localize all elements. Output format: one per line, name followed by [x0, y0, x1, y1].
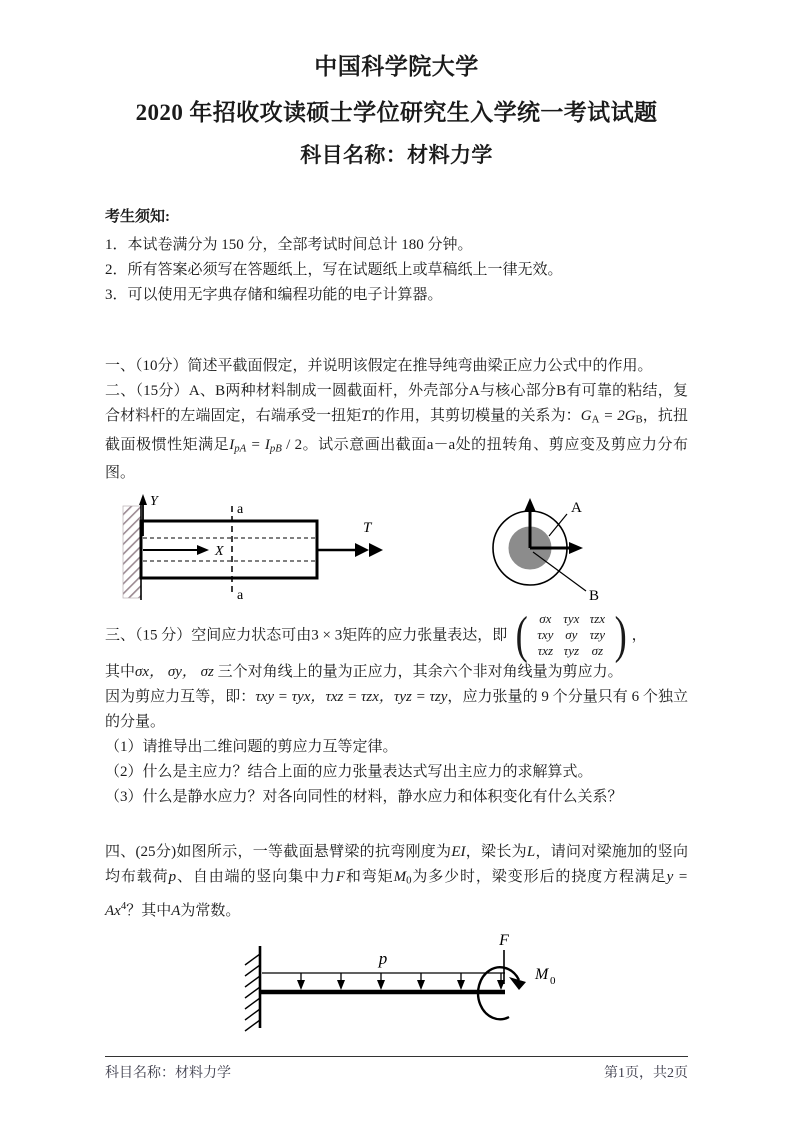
equation-deflection-exponent: 4 [120, 900, 127, 913]
symbol-torque: T [361, 408, 370, 424]
symbol-load-p: p [168, 869, 177, 886]
eq-i-subscript-pb: pB [269, 442, 282, 455]
symbol-constant-a: A [171, 903, 181, 919]
eq-G-middle: = 2G [599, 408, 636, 424]
label-moment-m-subscript: 0 [550, 975, 556, 987]
question-3-subitem-3: （3）什么是静水应力？对各向同性的材料，静水应力和体积变化有什么关系？ [105, 789, 623, 806]
question-3-subitem-2: （2）什么是主应力？结合上面的应力张量表达式写出主应力的求解算式。 [105, 764, 593, 781]
question-2-text-1: A、B两种材料制成一圆截面杆，外壳部分A与核心部分B有可靠的粘结，复合材料杆的左端固定，右端承受一扭矩 [105, 383, 688, 424]
matrix-cell-r2c3: τzy [589, 627, 606, 643]
torque-arrowhead-1 [355, 543, 369, 557]
symbol-length-l: L [526, 844, 536, 861]
label-axis-x: X [215, 544, 224, 560]
figure-cantilever-beam [105, 932, 688, 1037]
matrix-cell-r3c3: σz [591, 643, 604, 659]
question-1-text: 简述平截面假定，并说明该假定在推导纯弯曲梁正应力公式中的作用。 [187, 358, 653, 374]
candidate-notice [105, 205, 688, 308]
matrix-row-1 [532, 611, 610, 626]
torque-arrowhead-2 [369, 543, 383, 557]
matrix-cell-r1c3: τzx [589, 611, 606, 627]
load-arrow-1 [297, 973, 305, 990]
matrix-row-3 [532, 643, 610, 658]
load-arrow-3 [377, 973, 385, 990]
matrix-cell-r3c1: τxz [537, 643, 554, 659]
eq-i-middle: = I [246, 436, 270, 453]
question-3-line-3 [105, 685, 688, 735]
question-4-text-8: 为常数。 [180, 903, 241, 919]
page-footer [105, 1056, 688, 1082]
question-3-line3-equations: τxy = τyx，τxz = τzx，τyz = τzy [255, 689, 448, 706]
matrix-cell-r2c1: τxy [537, 627, 554, 643]
stress-tensor-matrix: ( σx τyx τzx τxy σy τzy τxz τyz σz ) [515, 607, 628, 665]
beam-wall-hatching [245, 954, 260, 1031]
question-4-label: 四、(25分) [105, 844, 177, 861]
section-axis-right-arrowhead [569, 542, 583, 554]
label-section-a-bottom: a [237, 588, 244, 604]
label-distributed-load-p: p [378, 949, 388, 968]
question-3-label: 三、（15 分） [105, 627, 192, 644]
symbol-flexural-rigidity: EI [451, 844, 466, 861]
question-3-text-1: 空间应力状态可由3 × 3矩阵的应力张量表达，即 [191, 627, 508, 644]
question-4 [105, 840, 688, 924]
question-3-line-1 [105, 607, 688, 665]
fixed-support-wall [123, 506, 141, 598]
notice-title: 考生须知: [105, 209, 170, 225]
notice-item-1: 1．本试卷满分为 150 分，全部考试时间总计 180 分钟。 [105, 237, 473, 253]
question-1-label: 一、（10分） [105, 358, 188, 374]
notice-item-2: 2．所有答案必须写在答题纸上，写在试题纸上或草稿纸上一律无效。 [105, 262, 563, 278]
label-torque-t: T [363, 520, 372, 537]
question-2 [105, 379, 688, 486]
question-4-text-6: 为多少时，梁变形后的挠度方程满足 [411, 869, 667, 886]
label-force-f: F [499, 932, 509, 949]
university-title: 中国科学院大学 [314, 54, 479, 79]
subject-title: 科目名称：材料力学 [300, 143, 493, 167]
page-header [105, 0, 688, 169]
matrix-row-2 [532, 627, 610, 642]
question-3-line2-post: 三个对角线上的量为正应力，其余六个非对角线量为剪应力。 [213, 664, 623, 681]
x-axis-arrowhead [197, 545, 209, 555]
question-4-text-1: 如图所示，一等截面悬臂梁的抗弯刚度为 [176, 844, 452, 861]
question-3-line-2 [105, 660, 688, 685]
label-moment-m: M [535, 966, 549, 983]
question-3-line3-post: ，应力张量的 9 个分量只有 6 个独立的分量。 [105, 689, 688, 731]
symbol-force-f: F [335, 869, 345, 886]
matrix-cell-r1c2: τyx [563, 611, 580, 627]
question-2-text-4: 。试示意画出截面a－a处的扭转角、剪应变及剪应力分布图。 [105, 436, 688, 482]
question-4-text-4: 、自由端的竖向集中力 [176, 869, 336, 886]
figure-torsion-svg [105, 492, 688, 610]
question-3-line2-pre: 其中 [105, 664, 136, 681]
label-section-a-top: a [237, 502, 244, 518]
load-arrow-2 [337, 973, 345, 990]
matrix-cell-r2c2: σy [565, 627, 578, 643]
question-3-line3-pre: 因为剪应力互等，即： [105, 689, 256, 706]
matrix-cell-r1c1: σx [539, 611, 552, 627]
question-3-line2-symbols: σx， σy， σz [135, 664, 214, 681]
label-axis-y: Y [150, 494, 158, 510]
symbol-moment-m: M [393, 869, 407, 886]
eq-shear-modulus-G: G [580, 408, 592, 424]
matrix-cell-r3c2: τyz [563, 643, 580, 659]
question-4-text-7: ？其中 [126, 903, 172, 919]
y-axis-arrowhead [139, 494, 147, 505]
figure-beam-svg [105, 932, 688, 1037]
footer-subject: 科目名称：材料力学 [105, 1066, 231, 1081]
eq-G-subscript-a: A [591, 413, 600, 426]
symbol-moment-m-subscript: 0 [406, 875, 412, 888]
equation-deflection: y = Ax [105, 869, 688, 919]
figure-torsion-bar [105, 492, 688, 610]
question-2-label: 二、（15分） [105, 383, 189, 399]
footer-page-number: 第1页，共2页 [604, 1066, 688, 1081]
question-4-text-2: ，梁长为 [465, 844, 527, 861]
label-material-a: A [571, 500, 582, 517]
question-4-text-5: 和弯矩 [345, 869, 394, 886]
matrix-body [530, 611, 612, 659]
label-material-b: B [589, 588, 600, 605]
question-4-text-3: ，请问对梁施加的竖向均布载荷 [105, 844, 688, 886]
eq-G-subscript-b: B [635, 413, 643, 426]
distributed-load-arrows [297, 973, 505, 990]
section-axis-up-arrowhead [524, 498, 536, 512]
question-1 [105, 354, 688, 379]
notice-item-3: 3．可以使用无字典存储和编程功能的电子计算器。 [105, 287, 443, 303]
load-arrow-4 [417, 973, 425, 990]
question-3-subitem-1: （1）请推导出二维问题的剪应力互等定律。 [105, 739, 398, 756]
eq-polar-moment-i: I [229, 436, 235, 453]
eq-i-end: / 2 [281, 436, 303, 453]
load-arrow-5 [457, 973, 465, 990]
eq-i-subscript-pa: pA [234, 442, 247, 455]
question-2-text-3: ，抗扭截面极惯性矩满足 [105, 408, 688, 453]
question-2-text-2: 的作用，其剪切模量的关系为： [369, 408, 581, 424]
question-3 [105, 607, 688, 810]
question-3-text-2: ， [631, 627, 647, 644]
exam-title: 2020 年招收攻读硕士学位研究生入学统一考试试题 [135, 100, 658, 125]
